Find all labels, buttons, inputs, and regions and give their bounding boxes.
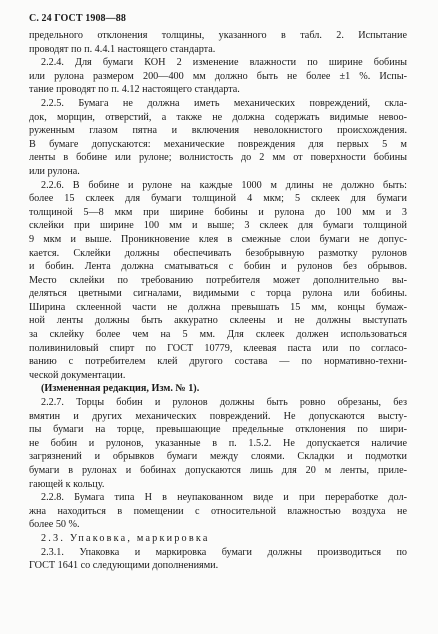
text-line: 2.2.5. Бумага не должна иметь механических повреждений, скла- — [41, 97, 407, 109]
text-line: или рулона. — [29, 165, 80, 177]
text-line: 2.2.8. Бумага типа Н в неупакованном виде и при переработке дол- — [41, 492, 407, 504]
text-line: не бобин и рулонов, указанные в п. 1.5.2. Не допускается наличие — [29, 437, 407, 449]
text-line: предельного отклонения толщины, указанного в табл. 2. Испытание — [29, 30, 407, 41]
text-line: и бобин. Лента должна сматываться с бобин и рулонов без обрывов. — [29, 261, 407, 273]
text-line: ленты в бобине или рулоне; волнистость до 2 мм от поверхности бобины — [29, 152, 407, 164]
text-line: или рулона размером 200—400 мм должно быть не более ±1 %. Испы- — [29, 70, 407, 82]
amendment-note: (Измененная редакция, Изм. № 1). — [41, 383, 200, 395]
standard-code: ГОСТ 1908—88 — [54, 13, 126, 24]
text-line: тание проводят по п. 4.12 настоящего стандарта. — [29, 84, 240, 96]
page-header — [29, 12, 126, 26]
text-line: 9 мкм и выше. Проникновение клея в смежные слои бумаги не допус- — [29, 233, 407, 245]
text-line: за склейку более чем на 5 мм. Для склеек должен использоваться — [29, 329, 407, 341]
text-line: пы бумаги на торце, превышающие предельные отклонения по шири- — [29, 424, 407, 436]
text-line: поливиниловый спирт по ГОСТ 10779, клеевая паста или по согласо- — [29, 342, 407, 354]
text-line: вмятин и других механических повреждений. Не допускаются высту- — [29, 410, 407, 422]
text-line: кается. Склейки должны обеспечивать безобрывную размотку рулонов — [29, 247, 407, 259]
text-line: Место склейки по требованию потребителя может дополнительно вы- — [29, 274, 407, 286]
text-line: ГОСТ 1641 со следующими дополнениями. — [29, 560, 219, 572]
text-line: 2.2.7. Торцы бобин и рулонов должны быть ровно обрезаны, без — [41, 397, 407, 409]
text-line: В бумаге допускаются: механические повреждения для первых 5 м — [29, 138, 407, 150]
text-line: более 15 склеек для бумаги толщиной 4 мкм; 5 склеек для бумаги — [29, 193, 407, 205]
text-line: жна находиться в помещении с относительной влажностью воздуха не — [29, 505, 407, 517]
text-line: бумаги в рулонах и бобинах допускаются лишь для 20 м ленты, приле- — [29, 465, 407, 476]
text-line: ной ленты должны быть аккуратно склеены и не должны выступать — [29, 315, 407, 327]
text-line: 2.2.4. Для бумаги КОН 2 изменение влажности по ширине бобины — [41, 57, 407, 69]
text-line: деляться цветными сигналами, видимыми с торца рулона или бобины. — [29, 288, 407, 300]
text-line: гающей к кольцу. — [29, 478, 105, 490]
text-line: толщиной 5—8 мкм при ширине бобины и рулона до 100 мм и 3 — [29, 206, 407, 218]
text-line: руженным глазом пятна и включения неволокнистого происхождения. — [29, 125, 407, 137]
text-line: 2.3.1. Упаковка и маркировка бумаги должны производиться по — [41, 546, 407, 558]
text-line: ванию с потребителем клей другого состава — по нормативно-техни- — [29, 356, 407, 368]
page-number: С. 24 — [29, 13, 52, 24]
text-line: загрязнений и обрывков бумаги между слоями. Складки и подмотки — [29, 451, 407, 463]
text-line: 2.2.6. В бобине и рулоне на каждые 1000 м длины не должно быть: — [41, 179, 407, 191]
text-line: проводят по п. 4.4.1 настоящего стандарта. — [29, 43, 216, 55]
text-line: более 50 %. — [29, 519, 80, 531]
text-line: ческой документации. — [29, 369, 126, 381]
section-heading: 2.3. Упаковка, маркировка — [41, 532, 210, 544]
text-line: док, морщин, отверстий, а также не должна содержать видимые невоо- — [29, 111, 407, 123]
document-body — [29, 29, 407, 573]
text-line: Ширина склеенной части не должна превышать 15 мм, концы бумаж- — [29, 301, 407, 313]
text-line: склейки при ширине 100 мм и выше; 3 склеек для бумаги толщиной — [29, 220, 407, 232]
